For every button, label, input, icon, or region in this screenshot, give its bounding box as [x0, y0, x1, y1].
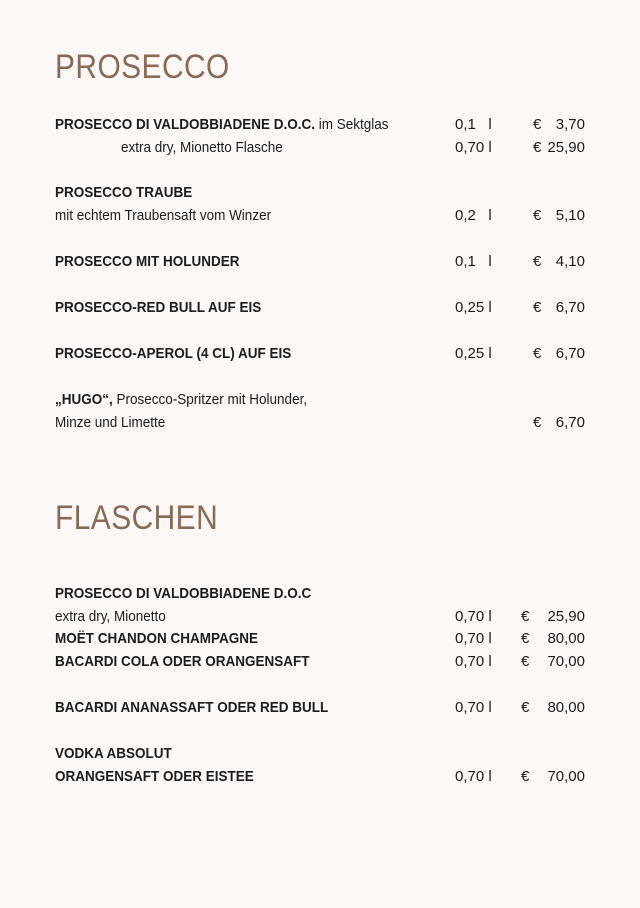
item-name: BACARDI ANANASSAFT ODER RED BULL: [55, 699, 329, 716]
item-name: VODKA ABSOLUT: [55, 745, 172, 762]
item-name: „HUGO“,: [55, 391, 113, 408]
menu-row: [55, 767, 585, 787]
menu-row: [55, 629, 585, 649]
item-quantity: 0,25 l: [455, 345, 492, 362]
item-price: 25,90: [547, 139, 585, 156]
item-quantity: 0,70 l: [455, 630, 492, 647]
item-name: PROSECCO DI VALDOBBIADENE D.O.C.: [55, 116, 316, 133]
item-quantity: 0,1 l: [455, 253, 492, 270]
item-quantity: 0,2 l: [455, 207, 492, 224]
menu-row: [55, 584, 585, 604]
menu-row: [55, 413, 585, 433]
item-quantity: 0,70 l: [455, 139, 492, 156]
item-quantity: 0,70 l: [455, 608, 492, 625]
item-description: extra dry, Mionetto Flasche: [121, 139, 283, 156]
menu-row: [55, 698, 585, 718]
menu-row: [55, 744, 585, 764]
item-name: MOËT CHANDON CHAMPAGNE: [55, 630, 259, 647]
menu-row: [55, 607, 585, 627]
currency-symbol: €: [533, 139, 542, 156]
item-price: 6,70: [555, 345, 585, 362]
currency-symbol: €: [521, 768, 530, 785]
item-name: PROSECCO-RED BULL AUF EIS: [55, 299, 262, 316]
item-name: PROSECCO DI VALDOBBIADENE D.O.C: [55, 585, 312, 602]
item-price: 80,00: [547, 699, 585, 716]
item-price: 3,70: [555, 116, 585, 133]
currency-symbol: €: [533, 207, 542, 224]
menu-row: [55, 183, 585, 203]
item-price: 5,10: [555, 207, 585, 224]
item-description: extra dry, Mionetto: [55, 608, 166, 625]
item-quantity: 0,25 l: [455, 299, 492, 316]
currency-symbol: €: [533, 253, 542, 270]
menu-row: [55, 344, 585, 364]
item-description: im Sektglas: [315, 116, 389, 133]
currency-symbol: €: [521, 630, 530, 647]
currency-symbol: €: [533, 345, 542, 362]
currency-symbol: €: [533, 414, 542, 431]
item-quantity: 0,70 l: [455, 768, 492, 785]
item-name: PROSECCO MIT HOLUNDER: [55, 253, 240, 270]
item-price: 4,10: [555, 253, 585, 270]
item-name: ORANGENSAFT ODER EISTEE: [55, 768, 254, 785]
menu-row: [55, 298, 585, 318]
item-quantity: 0,1 l: [455, 116, 492, 133]
menu-row: [55, 390, 585, 410]
currency-symbol: €: [533, 299, 542, 316]
item-description: Minze und Limette: [55, 414, 166, 431]
item-price: 70,00: [547, 653, 585, 670]
item-name: BACARDI COLA ODER ORANGENSAFT: [55, 653, 310, 670]
item-description: Prosecco-Spritzer mit Holunder,: [112, 391, 308, 408]
menu-row: [55, 252, 585, 272]
item-quantity: 0,70 l: [455, 653, 492, 670]
menu-row: [55, 206, 585, 226]
currency-symbol: €: [521, 653, 530, 670]
item-quantity: 0,70 l: [455, 699, 492, 716]
item-name: PROSECCO-APEROL (4 CL) AUF EIS: [55, 345, 292, 362]
section-title-prosecco: PROSECCO: [55, 48, 230, 86]
item-price: 25,90: [547, 608, 585, 625]
currency-symbol: €: [521, 699, 530, 716]
menu-row: [55, 652, 585, 672]
currency-symbol: €: [533, 116, 542, 133]
item-price: 80,00: [547, 630, 585, 647]
item-name: PROSECCO TRAUBE: [55, 184, 193, 201]
item-price: 70,00: [547, 768, 585, 785]
section-title-flaschen: FLASCHEN: [55, 499, 219, 537]
item-description: mit echtem Traubensaft vom Winzer: [55, 207, 272, 224]
menu-row: [55, 115, 585, 135]
item-price: 6,70: [555, 414, 585, 431]
currency-symbol: €: [521, 608, 530, 625]
menu-row: [55, 138, 585, 158]
item-price: 6,70: [555, 299, 585, 316]
